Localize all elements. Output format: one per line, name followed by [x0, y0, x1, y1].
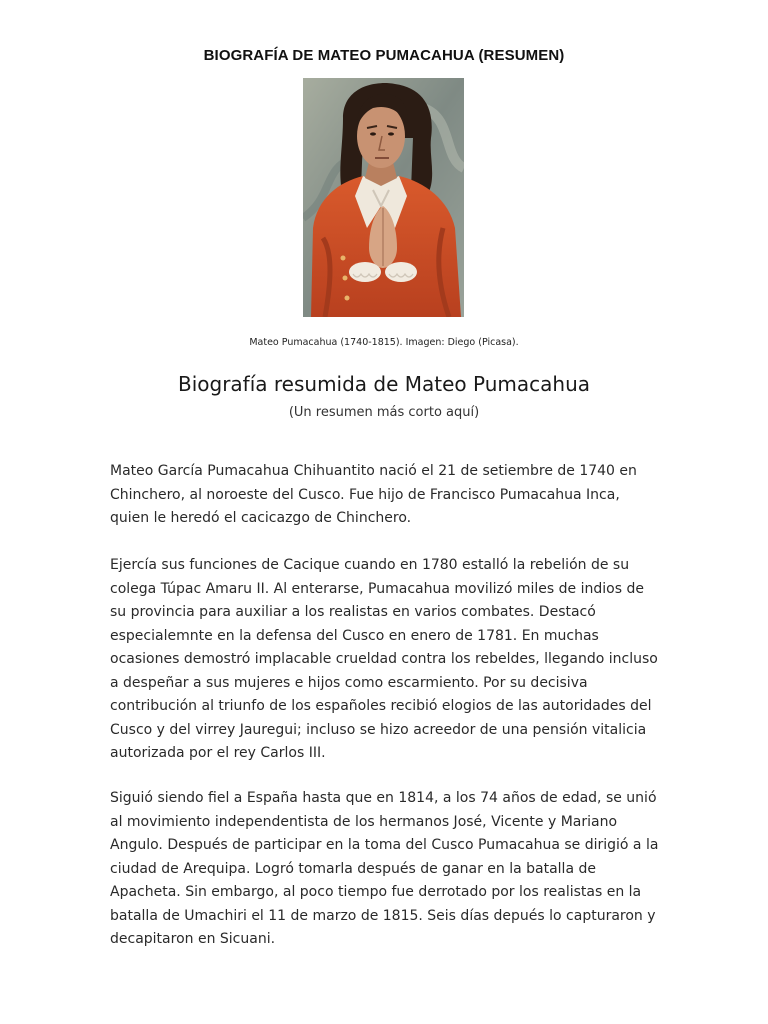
portrait-image [303, 78, 464, 317]
paragraph-birth: Mateo García Pumacahua Chihuantito nació el 21 de setiembre de 1740 en Chinchero, al noroeste del Cusco. Fue hijo de Francisco Pumacahua Inca, quien le heredó el cacicazgo de Chinchero. [110, 463, 637, 526]
paragraph-cacique: Ejercía sus funciones de Cacique cuando en 1780 estalló la rebelión de su colega Túpac Amaru II. Al enterarse, Pumacahua movilizó miles de indios de su provincia para auxiliar a los realistas en varios combates. Destacó especialemnte en la defensa del Cusco en enero de 1781. En muchas ocasiones demostró implacable crueldad contra los rebeldes, llegando incluso a despeñar a sus mujeres e hijos como escarmiento. Por su decisiva contribución al triunfo de los españoles recibió elogios de las autoridades del Cusco y del virrey Jauregui; incluso se hizo acreedor de una pensión vitalicia autorizada por el rey Carlos III. [110, 557, 658, 761]
section-title: Biografía resumida de Mateo Pumacahua [177, 372, 591, 396]
image-caption: Mateo Pumacahua (1740-1815). Imagen: Diego (Picasa). [249, 337, 519, 348]
subtitle: (Un resumen más corto aquí) [288, 405, 480, 420]
paragraph-independence: Siguió siendo fiel a España hasta que en 1814, a los 74 años de edad, se unió al movimiento independentista de los hermanos José, Vicente y Mariano Angulo. Después de participar en la toma del Cusco Pumacahua se dirigió a la ciudad de Arequipa. Logró tomarla después de ganar en la batalla de Apacheta. Sin embargo, al poco tiempo fue derrotado por los realistas en la batalla de Umachiri el 11 de marzo de 1815. Seis días depués lo capturaron y decapitaron en Sicuani. [110, 790, 659, 947]
document-title: BIOGRAFÍA DE MATEO PUMACAHUA (RESUMEN) [203, 47, 565, 64]
